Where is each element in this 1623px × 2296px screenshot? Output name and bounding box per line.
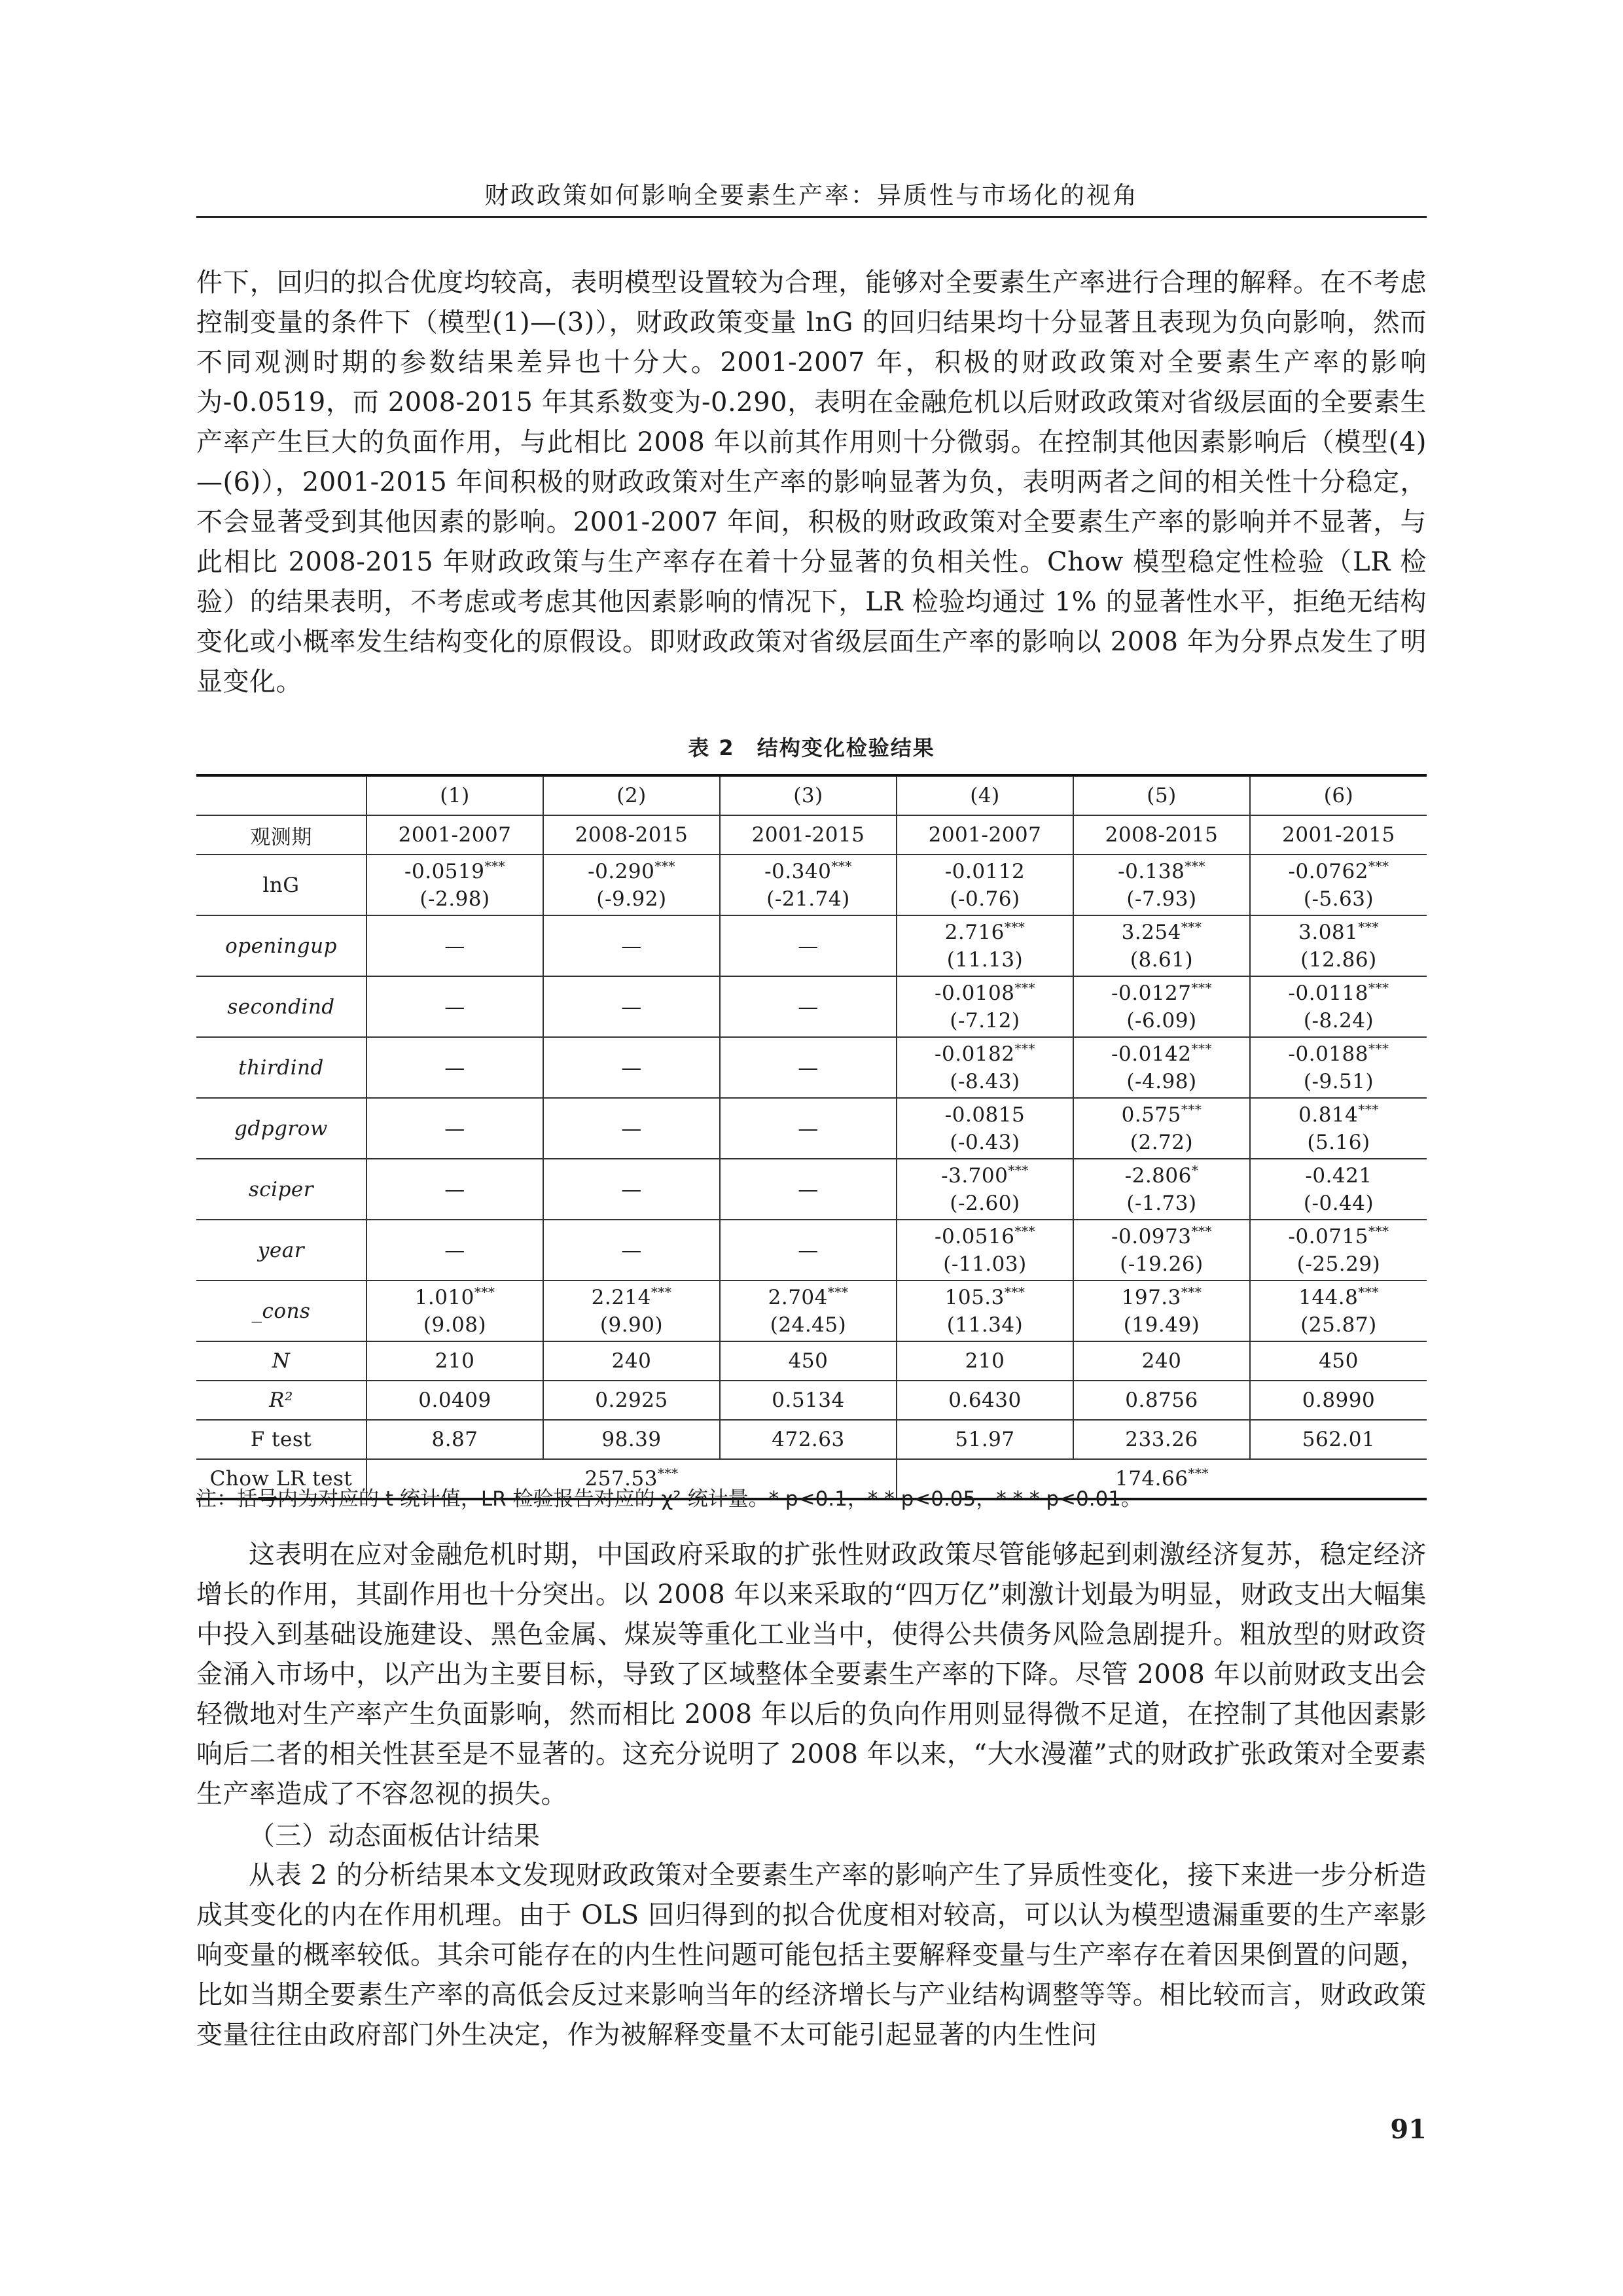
period-cell: 2001-2007	[897, 815, 1073, 855]
t-statistic: (5.16)	[1307, 1130, 1370, 1154]
coefficient-value: —	[798, 995, 819, 1019]
coefficient-value: —	[621, 1055, 642, 1080]
estimate-cell	[897, 915, 1073, 976]
row-label: Chow LR test	[196, 1459, 366, 1499]
coefficient-value: -0.0142	[1111, 1042, 1192, 1066]
estimate-cell	[1073, 1159, 1250, 1220]
estimate-cell	[1250, 1098, 1427, 1159]
significance-stars: ***	[1358, 919, 1379, 935]
coefficient	[370, 993, 540, 1021]
significance-stars: ***	[1181, 1284, 1202, 1300]
estimate-cell	[1073, 855, 1250, 915]
period-cell: 2001-2007	[366, 815, 543, 855]
coefficient	[1253, 1040, 1424, 1068]
row-label: thirdind	[196, 1037, 366, 1098]
table-row-stat	[196, 1381, 1427, 1420]
coefficient-value: -0.0519	[404, 859, 485, 883]
t-statistic: (-4.98)	[1126, 1069, 1197, 1093]
coefficient-value: -0.0182	[935, 1042, 1015, 1066]
row-label: _cons	[196, 1280, 366, 1341]
estimate-cell	[1073, 1037, 1250, 1098]
coefficient	[1077, 1162, 1247, 1190]
coefficient-value: -0.0715	[1288, 1224, 1368, 1248]
period-cell: 2001-2015	[1250, 815, 1427, 855]
t-statistic: (-7.93)	[1126, 887, 1197, 911]
coefficient	[723, 1115, 893, 1142]
row-label: R²	[196, 1381, 366, 1420]
estimate-cell	[366, 976, 543, 1037]
estimate-cell	[1250, 976, 1427, 1037]
t-statistic: (-8.43)	[950, 1069, 1020, 1093]
coefficient	[900, 1162, 1070, 1190]
t-statistic: (8.61)	[1130, 947, 1194, 972]
coefficient-value: -0.0108	[935, 981, 1015, 1005]
header-rule	[196, 216, 1427, 218]
coefficient-value: 0.575	[1121, 1103, 1181, 1127]
coefficient-value: —	[621, 995, 642, 1019]
stat-cell: 240	[543, 1341, 720, 1381]
coefficient-value: —	[444, 1116, 465, 1140]
significance-stars: ***	[1181, 919, 1202, 935]
t-statistic: (-5.63)	[1303, 887, 1374, 911]
row-label: openingup	[196, 915, 366, 976]
coefficient-value: -3.700	[941, 1163, 1008, 1188]
significance-stars: ***	[1368, 980, 1389, 996]
col-header-2: (2)	[543, 775, 720, 815]
estimate-cell	[720, 1280, 897, 1341]
coefficient	[723, 932, 893, 960]
coefficient-value: -0.421	[1305, 1163, 1372, 1188]
estimate-cell	[720, 915, 897, 976]
table-row-cons	[196, 1280, 1427, 1341]
t-statistic: (-1.73)	[1126, 1191, 1197, 1215]
body-paragraph-2	[196, 1535, 1427, 1814]
period-cell: 2008-2015	[543, 815, 720, 855]
running-header: 财政政策如何影响全要素生产率：异质性与市场化的视角	[484, 181, 1139, 209]
stat-cell: 210	[366, 1341, 543, 1381]
col-header-1: (1)	[366, 775, 543, 815]
estimate-cell	[543, 1280, 720, 1341]
stat-cell: 240	[1073, 1341, 1250, 1381]
estimate-cell	[543, 855, 720, 915]
coefficient-value: —	[444, 1177, 465, 1201]
coefficient	[723, 993, 893, 1021]
estimate-cell	[1250, 1159, 1427, 1220]
section-subheading-block	[196, 1816, 1427, 1856]
paragraph-text: 这表明在应对金融危机时期，中国政府采取的扩张性财政政策尽管能够起到刺激经济复苏，稳定经济增长的作用，其副作用也十分突出。以 2008 年以来采取的“四万亿”刺激计划最为明显，财政支出大幅集中投入到基础设施建设、黑色金属、煤炭等重化工业当中，使得公共债务风险急剧提升。粗放型的财政资金涌入市场中，以产出为主要目标，导致了区域整体全要素生产率的下降。尽管 2008 年以前财政支出会轻微地对生产率产生负面影响，然而相比 2008 年以后的负向作用则显得微不足道，在控制了其他因素影响后二者的相关性甚至是不显著的。这充分说明了 2008 年以来，“大水漫灌”式的财政扩张政策对全要素生产率造成了不容忽视的损失。	[196, 1540, 1427, 1809]
stat-cell: 0.2925	[543, 1381, 720, 1420]
estimate-cell	[543, 1220, 720, 1280]
estimate-cell	[897, 1280, 1073, 1341]
estimate-cell	[1073, 915, 1250, 976]
estimate-cell	[720, 1037, 897, 1098]
estimate-cell	[1073, 976, 1250, 1037]
significance-stars: ***	[1181, 1101, 1202, 1118]
coefficient	[370, 1176, 540, 1203]
coefficient	[900, 1101, 1070, 1129]
estimate-cell	[1073, 1220, 1250, 1280]
coefficient	[546, 1115, 717, 1142]
coefficient-value: -0.0762	[1288, 859, 1368, 883]
table-row-period	[196, 815, 1427, 855]
estimate-cell	[543, 1098, 720, 1159]
t-statistic: (-0.43)	[950, 1130, 1020, 1154]
coefficient	[546, 858, 717, 885]
coefficient	[1253, 1223, 1424, 1250]
chow-stat-a: 257.53	[584, 1467, 658, 1491]
significance-stars: ***	[1014, 1223, 1035, 1239]
t-statistic: (2.72)	[1130, 1130, 1194, 1154]
t-statistic: (-21.74)	[766, 887, 850, 911]
t-statistic: (19.49)	[1123, 1313, 1200, 1337]
stat-cell: 8.87	[366, 1420, 543, 1459]
t-statistic: (-0.76)	[950, 887, 1020, 911]
stat-cell: 0.0409	[366, 1381, 543, 1420]
stat-cell: 450	[720, 1341, 897, 1381]
row-label: secondind	[196, 976, 366, 1037]
significance-stars: ***	[1004, 1284, 1026, 1300]
coefficient-value: —	[444, 1238, 465, 1262]
stat-cell: 0.8756	[1073, 1381, 1250, 1420]
coefficient	[900, 1284, 1070, 1311]
significance-stars: ***	[1191, 980, 1212, 996]
t-statistic: (-25.29)	[1296, 1252, 1381, 1276]
significance-stars: ***	[484, 858, 505, 874]
table-row-year	[196, 1220, 1427, 1280]
coefficient-value: —	[444, 995, 465, 1019]
row-label: N	[196, 1341, 366, 1381]
stat-cell: 472.63	[720, 1420, 897, 1459]
t-statistic: (-9.51)	[1303, 1069, 1374, 1093]
estimate-cell	[366, 915, 543, 976]
coefficient-value: -2.806	[1124, 1163, 1192, 1188]
coefficient	[723, 1054, 893, 1082]
table-header-row	[196, 775, 1427, 815]
estimate-cell	[720, 1220, 897, 1280]
coefficient-value: —	[621, 1116, 642, 1140]
coefficient-value: -0.0516	[935, 1224, 1015, 1248]
estimate-cell	[897, 1037, 1073, 1098]
significance-stars: ***	[657, 1465, 679, 1481]
coefficient	[370, 1237, 540, 1264]
row-label: sciper	[196, 1159, 366, 1220]
significance-stars: ***	[1191, 1223, 1212, 1239]
coefficient-value: —	[621, 1238, 642, 1262]
coefficient	[546, 1054, 717, 1082]
t-statistic: (-11.03)	[943, 1252, 1027, 1276]
significance-stars: ***	[1188, 1465, 1209, 1481]
coefficient-value: —	[444, 1055, 465, 1080]
estimate-cell	[366, 1098, 543, 1159]
coefficient	[1077, 1284, 1247, 1311]
coefficient	[900, 1223, 1070, 1250]
table-row-lnG	[196, 855, 1427, 915]
coefficient	[370, 858, 540, 885]
coefficient-value: —	[798, 1055, 819, 1080]
significance-stars: ***	[1185, 858, 1205, 874]
significance-stars: ***	[1358, 1284, 1379, 1300]
estimate-cell	[1250, 855, 1427, 915]
significance-stars: ***	[651, 1284, 672, 1300]
stat-cell: 51.97	[897, 1420, 1073, 1459]
stat-cell: 0.8990	[1250, 1381, 1427, 1420]
estimate-cell	[720, 1159, 897, 1220]
coefficient-value: 105.3	[944, 1285, 1005, 1309]
coefficient-value: 3.081	[1298, 920, 1359, 944]
table-row-thirdind	[196, 1037, 1427, 1098]
row-label: lnG	[196, 855, 366, 915]
coefficient	[1077, 1040, 1247, 1068]
row-label: F test	[196, 1420, 366, 1459]
coefficient-value: -0.0118	[1288, 981, 1368, 1005]
t-statistic: (-2.60)	[950, 1191, 1020, 1215]
stat-cell: 450	[1250, 1341, 1427, 1381]
body-paragraph-3	[196, 1856, 1427, 2055]
estimate-cell	[1250, 915, 1427, 976]
stat-cell: 0.6430	[897, 1381, 1073, 1420]
coefficient-value: —	[798, 1177, 819, 1201]
estimate-cell	[1073, 1280, 1250, 1341]
coefficient	[723, 1176, 893, 1203]
t-statistic: (25.87)	[1300, 1313, 1377, 1337]
t-statistic: (12.86)	[1300, 947, 1377, 972]
table-row-sciper	[196, 1159, 1427, 1220]
col-header-5: (5)	[1073, 775, 1250, 815]
table-row-stat	[196, 1341, 1427, 1381]
coefficient-value: -0.0973	[1111, 1224, 1192, 1248]
estimate-cell	[897, 1220, 1073, 1280]
row-label: year	[196, 1220, 366, 1280]
estimate-cell	[366, 1159, 543, 1220]
coefficient-value: 197.3	[1121, 1285, 1181, 1309]
coefficient	[900, 919, 1070, 946]
coefficient	[370, 1284, 540, 1311]
coefficient	[723, 1284, 893, 1311]
coefficient	[1253, 980, 1424, 1007]
t-statistic: (9.08)	[423, 1313, 487, 1337]
coefficient	[723, 1237, 893, 1264]
significance-stars: ***	[474, 1284, 495, 1300]
estimate-cell	[897, 1159, 1073, 1220]
coefficient-value: —	[798, 934, 819, 958]
t-statistic: (-0.44)	[1303, 1191, 1374, 1215]
stat-cell: 210	[897, 1341, 1073, 1381]
estimate-cell	[897, 1098, 1073, 1159]
coefficient-value: 0.814	[1298, 1103, 1359, 1127]
significance-stars: ***	[1368, 1223, 1389, 1239]
significance-stars: ***	[1368, 1040, 1389, 1057]
coefficient-value: —	[621, 934, 642, 958]
coefficient-value: -0.0127	[1111, 981, 1192, 1005]
coefficient	[1077, 980, 1247, 1007]
coefficient	[370, 932, 540, 960]
significance-stars: ***	[827, 1284, 849, 1300]
significance-stars: ***	[1008, 1162, 1029, 1178]
paragraph-text: 件下，回归的拟合优度均较高，表明模型设置较为合理，能够对全要素生产率进行合理的解释。在不考虑控制变量的条件下（模型(1)—(3)），财政政策变量 lnG 的回归结果均十分显著且表现为负向影响，然而不同观测时期的参数结果差异也十分大。2001-2007 年，积极的财政政策对全要素生产率的影响为-0.0519，而 2008-2015 年其系数变为-0.290，表明在金融危机以后财政政策对省级层面的全要素生产率产生巨大的负面作用，与此相比 2008 年以前其作用则十分微弱。在控制其他因素影响后（模型(4)—(6)），2001-2015 年间积极的财政政策对生产率的影响显著为负，表明两者之间的相关性十分稳定，不会显著受到其他因素的影响。2001-2007 年间，积极的财政政策对全要素生产率的影响并不显著，与此相比 2008-2015 年财政政策与生产率存在着十分显著的负相关性。Chow 模型稳定性检验（LR 检验）的结果表明，不考虑或考虑其他因素影响的情况下，LR 检验均通过 1% 的显著性水平，拒绝无结构变化或小概率发生结构变化的原假设。即财政政策对省级层面生产率的影响以 2008 年为分界点发生了明显变化。	[196, 268, 1427, 697]
estimate-cell	[366, 855, 543, 915]
estimate-cell	[543, 1159, 720, 1220]
estimate-cell	[1073, 1098, 1250, 1159]
paragraph-text: 从表 2 的分析结果本文发现财政政策对全要素生产率的影响产生了异质性变化，接下来进一步分析造成其变化的内在作用机理。由于 OLS 回归得到的拟合优度相对较高，可以认为模型遗漏重要的生产率影响变量的概率较低。其余可能存在的内生性问题可能包括主要解释变量与生产率存在着因果倒置的问题，比如当期全要素生产率的高低会反过来影响当年的经济增长与产业结构调整等等。相比较而言，财政政策变量往往由政府部门外生决定，作为被解释变量不太可能引起显著的内生性问	[196, 1860, 1427, 2050]
coefficient	[1253, 1162, 1424, 1190]
row-label-period: 观测期	[196, 815, 366, 855]
page-number: 91	[1390, 2114, 1427, 2145]
coefficient-value: -0.0815	[944, 1103, 1026, 1127]
coefficient	[546, 932, 717, 960]
estimate-cell	[720, 855, 897, 915]
coefficient	[1253, 1101, 1424, 1129]
stat-cell: 98.39	[543, 1420, 720, 1459]
estimate-cell	[897, 855, 1073, 915]
coefficient	[546, 1237, 717, 1264]
significance-stars: ***	[1014, 1040, 1035, 1057]
coefficient-value: —	[444, 934, 465, 958]
coefficient-value: -0.0188	[1288, 1042, 1368, 1066]
estimate-cell	[720, 1098, 897, 1159]
significance-stars: ***	[1191, 1040, 1212, 1057]
coefficient	[1077, 1223, 1247, 1250]
estimate-cell	[366, 1220, 543, 1280]
coefficient	[1253, 1284, 1424, 1311]
results-table-container	[196, 774, 1427, 1500]
coefficient	[1077, 1101, 1247, 1129]
estimate-cell	[543, 915, 720, 976]
coefficient	[1253, 858, 1424, 885]
significance-stars: ***	[831, 858, 852, 874]
corner-cell	[196, 775, 366, 815]
table-row-stat	[196, 1420, 1427, 1459]
significance-stars: ***	[1004, 919, 1026, 935]
coefficient-value: —	[621, 1177, 642, 1201]
table-row-gdpgrow	[196, 1098, 1427, 1159]
coefficient	[546, 1176, 717, 1203]
t-statistic: (-8.24)	[1303, 1008, 1374, 1033]
table-row-openingup	[196, 915, 1427, 976]
coefficient-value: 3.254	[1121, 920, 1181, 944]
coefficient-value: -0.290	[588, 859, 655, 883]
coefficient-value: -0.340	[764, 859, 832, 883]
body-paragraph-1	[196, 263, 1427, 702]
coefficient	[900, 1040, 1070, 1068]
coefficient-value: 2.214	[591, 1285, 651, 1309]
period-cell: 2008-2015	[1073, 815, 1250, 855]
t-statistic: (11.34)	[946, 1313, 1024, 1337]
coefficient-value: —	[798, 1116, 819, 1140]
t-statistic: (-7.12)	[950, 1008, 1020, 1033]
t-statistic: (-9.92)	[596, 887, 667, 911]
t-statistic: (11.13)	[946, 947, 1024, 972]
coefficient	[370, 1115, 540, 1142]
coefficient-value: -0.0112	[944, 859, 1026, 883]
table-caption: 表 2 结构变化检验结果	[688, 735, 935, 760]
significance-stars: ***	[654, 858, 675, 874]
coefficient-value: 144.8	[1298, 1285, 1359, 1309]
period-cell: 2001-2015	[720, 815, 897, 855]
coefficient	[1077, 919, 1247, 946]
estimate-cell	[543, 976, 720, 1037]
coefficient-value: -0.138	[1118, 859, 1185, 883]
stat-cell: 233.26	[1073, 1420, 1250, 1459]
col-header-3: (3)	[720, 775, 897, 815]
chow-stat-b: 174.66	[1115, 1467, 1188, 1491]
estimate-cell	[366, 1037, 543, 1098]
estimate-cell	[366, 1280, 543, 1341]
estimate-cell	[1250, 1220, 1427, 1280]
section-subheading: （三）动态面板估计结果	[249, 1821, 541, 1851]
t-statistic: (-6.09)	[1126, 1008, 1197, 1033]
coefficient	[546, 1284, 717, 1311]
estimate-cell	[543, 1037, 720, 1098]
coefficient-value: 2.716	[944, 920, 1005, 944]
coefficient-value: —	[798, 1238, 819, 1262]
estimate-cell	[720, 976, 897, 1037]
t-statistic: (-2.98)	[419, 887, 490, 911]
row-label: gdpgrow	[196, 1098, 366, 1159]
coefficient	[1077, 858, 1247, 885]
estimate-cell	[1250, 1280, 1427, 1341]
estimate-cell	[1250, 1037, 1427, 1098]
significance-stars: *	[1191, 1162, 1199, 1178]
coefficient	[546, 993, 717, 1021]
regression-results-table	[196, 774, 1427, 1500]
t-statistic: (24.45)	[770, 1313, 847, 1337]
col-header-6: (6)	[1250, 775, 1427, 815]
coefficient-value: 2.704	[768, 1285, 828, 1309]
table-body	[196, 775, 1427, 1499]
coefficient	[900, 858, 1070, 885]
coefficient-value: 1.010	[414, 1285, 474, 1309]
table-row-secondind	[196, 976, 1427, 1037]
coefficient	[900, 980, 1070, 1007]
significance-stars: ***	[1014, 980, 1035, 996]
t-statistic: (-19.26)	[1120, 1252, 1204, 1276]
stat-cell: 0.5134	[720, 1381, 897, 1420]
coefficient	[723, 858, 893, 885]
significance-stars: ***	[1368, 858, 1389, 874]
estimate-cell	[897, 976, 1073, 1037]
stat-cell: 562.01	[1250, 1420, 1427, 1459]
coefficient	[370, 1054, 540, 1082]
table-note: 注：括号内为对应的 t 统计值，LR 检验报告对应的 χ² 统计量。* p<0.1，* * p<0.05，* * * p<0.01。	[196, 1487, 1141, 1511]
t-statistic: (9.90)	[599, 1313, 664, 1337]
significance-stars: ***	[1358, 1101, 1379, 1118]
coefficient	[1253, 919, 1424, 946]
col-header-4: (4)	[897, 775, 1073, 815]
